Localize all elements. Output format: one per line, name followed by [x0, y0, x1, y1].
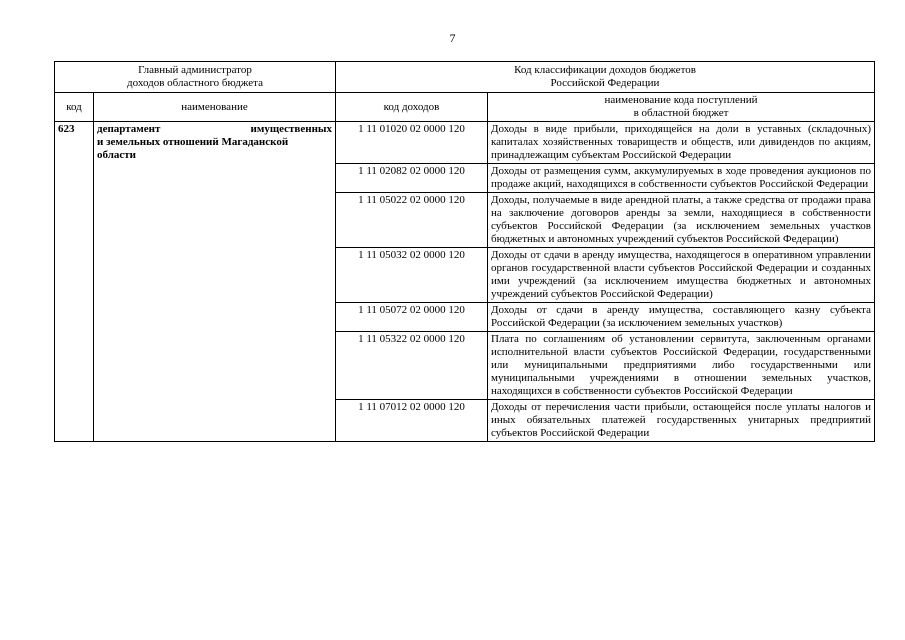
income-code: 1 11 05022 02 0000 120	[336, 193, 488, 248]
header-class-line1: Код классификации доходов бюджетов	[514, 64, 696, 76]
header-income-name-line2: в областной бюджет	[633, 107, 729, 119]
administrator-code: 623	[55, 122, 94, 442]
income-code: 1 11 05072 02 0000 120	[336, 303, 488, 332]
income-code: 1 11 01020 02 0000 120	[336, 122, 488, 164]
header-col-income-name	[488, 93, 875, 122]
header-classification-code	[336, 62, 875, 93]
header-row-columns	[55, 93, 875, 122]
header-income-name-line1: наименование кода поступлений	[604, 94, 758, 106]
income-code: 1 11 07012 02 0000 120	[336, 400, 488, 442]
header-class-line2: Российской Федерации	[550, 77, 660, 89]
header-row-groups	[55, 62, 875, 93]
income-name: Доходы, получаемые в виде арендной платы, а также средства от продажи права на заключение договоров аренды за земли, находящиеся в собственности субъектов Российской Федерации (за исключением земельных участков бюджетных и автономных учреждений субъектов Российской Федерации)	[488, 193, 875, 248]
header-col-code: код	[55, 93, 94, 122]
income-code: 1 11 05322 02 0000 120	[336, 332, 488, 400]
header-admin-line1: Главный администратор	[138, 64, 252, 76]
header-admin-line2: доходов областного бюджета	[127, 77, 263, 89]
administrator-name-line1: департамент имущественных	[97, 123, 332, 135]
income-code: 1 11 05032 02 0000 120	[336, 248, 488, 303]
revenue-classification-table	[54, 61, 875, 442]
header-main-administrator	[55, 62, 336, 93]
administrator-name	[94, 122, 336, 442]
income-name: Доходы от размещения сумм, аккумулируемых в ходе проведения аукционов по продаже акций, находящихся в собственности субъектов Российской Федерации	[488, 164, 875, 193]
income-name: Доходы в виде прибыли, приходящейся на доли в уставных (складочных) капиталах хозяйственных товариществ и обществ, или дивидендов по акциям, принадлежащим субъектам Российской Федерации	[488, 122, 875, 164]
header-col-income-code: код доходов	[336, 93, 488, 122]
income-name: Доходы от сдачи в аренду имущества, составляющего казну субъекта Российской Федерации (за исключением земельных участков)	[488, 303, 875, 332]
administrator-name-line3: области	[97, 149, 137, 161]
income-name: Плата по соглашениям об установлении сервитута, заключенным органами исполнительной власти субъектов Российской Федерации, государственными или муниципальными предприятиями либо государственными или муниципальными учреждениями в отношении земельных участков, находящихся в собственности субъектов Российской Федерации	[488, 332, 875, 400]
table-row	[55, 122, 875, 164]
administrator-name-line2: и земельных отношений Магаданской	[97, 136, 289, 148]
income-name: Доходы от сдачи в аренду имущества, находящегося в оперативном управлении органов государственной власти субъектов Российской Федерации и созданных ими учреждений (за исключением имущества бюджетных и автономных учреждений субъектов Российской Федерации)	[488, 248, 875, 303]
header-col-name: наименование	[94, 93, 336, 122]
income-code: 1 11 02082 02 0000 120	[336, 164, 488, 193]
income-name: Доходы от перечисления части прибыли, остающейся после уплаты налогов и иных обязательных платежей государственных унитарных предприятий субъектов Российской Федерации	[488, 400, 875, 442]
page-number: 7	[449, 31, 456, 45]
